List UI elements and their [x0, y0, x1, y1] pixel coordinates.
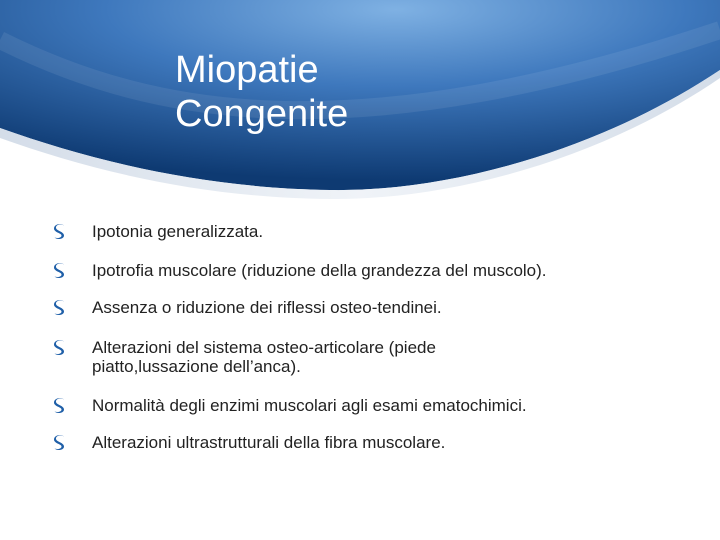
swoosh-s-icon	[53, 434, 67, 452]
bullet-item	[52, 222, 672, 241]
bullet-item	[52, 261, 672, 280]
swoosh-s-icon	[53, 339, 67, 357]
swoosh-s-icon	[53, 262, 67, 280]
bullet-text: Alterazioni ultrastrutturali della fibra muscolare.	[92, 433, 446, 452]
swoosh-s-icon	[53, 223, 67, 241]
slide-title	[175, 48, 595, 136]
bullet-text: Normalità degli enzimi muscolari agli esami ematochimici.	[92, 396, 527, 415]
swoosh-s-icon	[53, 299, 67, 317]
bullet-item	[52, 396, 672, 415]
bullet-text: Ipotonia generalizzata.	[92, 222, 264, 241]
bullet-text: Assenza o riduzione dei riflessi osteo-tendinei.	[92, 298, 442, 317]
bullet-text: Alterazioni del sistema osteo-articolare (piede piatto,lussazione dell’anca).	[92, 338, 436, 376]
swoosh-s-icon	[53, 397, 67, 415]
title-line-2: Congenite	[175, 93, 349, 135]
title-line-1: Miopatie	[175, 49, 319, 91]
bullet-item	[52, 338, 562, 376]
bullet-text: Ipotrofia muscolare (riduzione della grandezza del muscolo).	[92, 261, 547, 280]
bullet-item	[52, 298, 672, 317]
bullet-item	[52, 433, 672, 452]
